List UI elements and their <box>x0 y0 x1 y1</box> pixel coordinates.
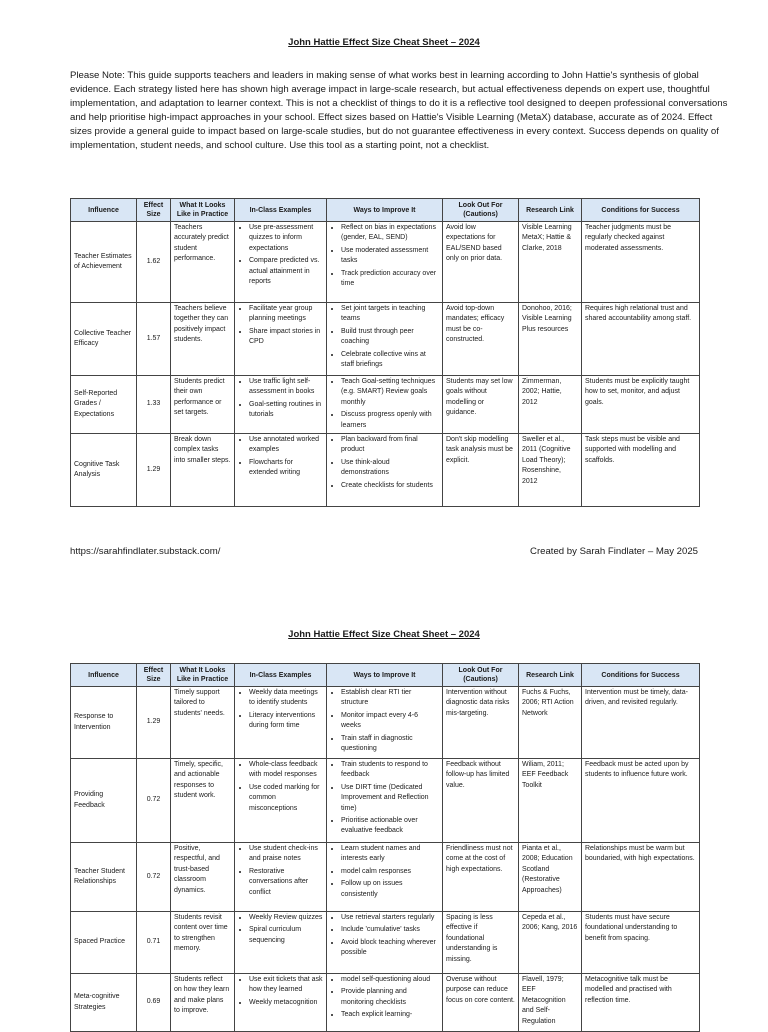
influence-cell <box>71 974 137 1032</box>
table-row <box>71 376 700 434</box>
list-item: • Follow up on issues consistently <box>341 879 439 900</box>
examples-cell <box>235 376 327 434</box>
conditions-cell-text: Students must be explicitly taught how to set, monitor, and adjust goals. <box>585 378 690 406</box>
bullet-list <box>238 435 323 479</box>
influence-cell <box>71 222 137 303</box>
influence-cell <box>71 303 137 376</box>
looks-like-cell <box>171 912 235 974</box>
influence-cell-text: Teacher Estimates of Achievement <box>74 252 132 270</box>
improve-cell <box>327 974 443 1032</box>
bullet-list <box>238 975 323 1008</box>
list-item: • Build trust through peer coaching <box>341 327 439 348</box>
header-research: Research Link <box>519 199 582 222</box>
examples-cell <box>235 843 327 912</box>
effect-size-cell-text: 1.33 <box>146 400 161 408</box>
examples-cell <box>235 912 327 974</box>
looks-like-cell <box>171 687 235 759</box>
list-item: • model calm responses <box>341 867 439 877</box>
list-item: • Use annotated worked examples <box>249 435 323 456</box>
improve-cell <box>327 912 443 974</box>
header-cautions: Look Out For (Cautions) <box>443 199 519 222</box>
influence-cell-text: Providing Feedback <box>74 791 105 809</box>
examples-cell <box>235 434 327 507</box>
cautions-cell <box>443 376 519 434</box>
influence-cell <box>71 434 137 507</box>
cautions-cell-text: Don't skip modelling task analysis must be explicit. <box>446 436 513 464</box>
cautions-cell-text: Feedback without follow-up has limited value. <box>446 761 510 789</box>
looks-like-cell-text: Students reflect on how they learn and make plans to improve. <box>174 976 230 1015</box>
list-item: • Provide planning and monitoring checklists <box>341 987 439 1008</box>
header-conditions: Conditions for Success <box>582 199 700 222</box>
list-item: • model self-questioning aloud <box>341 975 439 985</box>
cautions-cell-text: Overuse without purpose can reduce focus on core content. <box>446 976 515 1004</box>
research-cell <box>519 759 582 843</box>
cheat-sheet-table-2 <box>70 663 700 1032</box>
effect-size-cell <box>137 912 171 974</box>
header-influence: Influence <box>71 664 137 687</box>
looks-like-cell <box>171 222 235 303</box>
cautions-cell-text: Students may set low goals without modelling or guidance. <box>446 378 513 417</box>
research-cell-text: Flavell, 1979; EEF Metacognition and Self-Regulation <box>522 976 566 1025</box>
research-cell-text: Visible Learning MetaX; Hattie & Clarke, 2018 <box>522 224 572 252</box>
bullet-list <box>330 435 439 491</box>
effect-size-cell <box>137 843 171 912</box>
page-2-title: John Hattie Effect Size Cheat Sheet – 2024 <box>288 629 480 640</box>
effect-size-cell <box>137 434 171 507</box>
cautions-cell <box>443 912 519 974</box>
conditions-cell-text: Relationships must be warm but boundaried, with high expectations. <box>585 845 695 863</box>
bullet-list <box>238 688 323 732</box>
effect-size-cell-text: 0.72 <box>146 796 161 804</box>
cautions-cell-text: Spacing is less effective if foundational understanding is missing. <box>446 914 498 963</box>
looks-like-cell <box>171 843 235 912</box>
table-row <box>71 843 700 912</box>
cautions-cell-text: Avoid top-down mandates; efficacy must be co-constructed. <box>446 305 505 344</box>
list-item: • Facilitate year group planning meetings <box>249 304 323 325</box>
influence-cell-text: Cognitive Task Analysis <box>74 460 120 478</box>
footer-url[interactable]: https://sarahfindlater.substack.com/ <box>70 546 221 557</box>
header-research: Research Link <box>519 664 582 687</box>
cautions-cell-text: Intervention without diagnostic data risks mis-targeting. <box>446 689 510 717</box>
improve-cell <box>327 843 443 912</box>
bullet-list <box>330 760 439 837</box>
looks-like-cell-text: Timely support tailored to students' needs. <box>174 689 225 717</box>
header-improve: Ways to Improve It <box>327 664 443 687</box>
list-item: • Prioritise actionable over evaluative feedback <box>341 816 439 837</box>
improve-cell <box>327 759 443 843</box>
header-examples: In-Class Examples <box>235 664 327 687</box>
list-item: • Whole-class feedback with model responses <box>249 760 323 781</box>
effect-size-cell <box>137 376 171 434</box>
influence-cell <box>71 687 137 759</box>
bullet-list <box>330 975 439 1021</box>
effect-size-cell-text: 1.57 <box>146 334 161 342</box>
influence-cell-text: Self-Reported Grades / Expectations <box>74 389 118 418</box>
conditions-cell <box>582 687 700 759</box>
looks-like-cell <box>171 434 235 507</box>
conditions-cell-text: Teacher judgments must be regularly checked against moderated assessments. <box>585 224 671 252</box>
list-item: • Use exit tickets that ask how they learned <box>249 975 323 996</box>
header-row <box>71 664 700 687</box>
conditions-cell <box>582 912 700 974</box>
header-conditions: Conditions for Success <box>582 664 700 687</box>
list-item: • Use retrieval starters regularly <box>341 913 439 923</box>
cautions-cell <box>443 687 519 759</box>
conditions-cell <box>582 974 700 1032</box>
bullet-list <box>238 223 323 287</box>
list-item: • Monitor impact every 4-6 weeks <box>341 711 439 732</box>
cautions-cell <box>443 759 519 843</box>
research-cell-text: Pianta et al., 2008; Education Scotland (Restorative Approaches) <box>522 845 573 894</box>
footer-credit: Created by Sarah Findlater – May 2025 <box>530 546 698 557</box>
research-cell <box>519 303 582 376</box>
list-item: • Establish clear RTI tier structure <box>341 688 439 709</box>
research-cell <box>519 434 582 507</box>
list-item: • Create checklists for students <box>341 481 439 491</box>
bullet-list <box>238 913 323 946</box>
effect-size-cell <box>137 687 171 759</box>
looks-like-cell <box>171 974 235 1032</box>
research-cell <box>519 843 582 912</box>
bullet-list <box>330 913 439 959</box>
influence-cell <box>71 912 137 974</box>
research-cell-text: Cepeda et al., 2006; Kang, 2016 <box>522 914 578 932</box>
examples-cell <box>235 222 327 303</box>
list-item: • Plan backward from final product <box>341 435 439 456</box>
bullet-list <box>330 688 439 754</box>
bullet-list <box>238 760 323 814</box>
effect-size-cell <box>137 759 171 843</box>
looks-like-cell <box>171 303 235 376</box>
list-item: • Train staff in diagnostic questioning <box>341 734 439 755</box>
looks-like-cell <box>171 376 235 434</box>
conditions-cell-text: Metacognitive talk must be modelled and practised with reflection time. <box>585 976 672 1004</box>
research-cell <box>519 974 582 1032</box>
list-item: • Celebrate collective wins at staff briefings <box>341 350 439 371</box>
conditions-cell-text: Task steps must be visible and supported with modelling and scaffolds. <box>585 436 680 464</box>
looks-like-cell <box>171 759 235 843</box>
list-item: • Avoid block teaching wherever possible <box>341 938 439 959</box>
conditions-cell <box>582 376 700 434</box>
header-effect-size: Effect Size <box>137 199 171 222</box>
effect-size-cell-text: 1.29 <box>146 718 161 726</box>
influence-cell <box>71 843 137 912</box>
header-improve: Ways to Improve It <box>327 199 443 222</box>
looks-like-cell-text: Students revisit content over time to strengthen memory. <box>174 914 228 953</box>
table-row <box>71 222 700 303</box>
influence-cell-text: Meta-cognitive Strategies <box>74 993 120 1011</box>
list-item: • Track prediction accuracy over time <box>341 269 439 290</box>
improve-cell <box>327 687 443 759</box>
list-item: • Restorative conversations after conflict <box>249 867 323 898</box>
table-body-1 <box>71 222 700 507</box>
cautions-cell <box>443 974 519 1032</box>
conditions-cell <box>582 303 700 376</box>
conditions-cell <box>582 759 700 843</box>
header-looks-like: What It Looks Like in Practice <box>171 199 235 222</box>
research-cell <box>519 687 582 759</box>
effect-size-cell <box>137 222 171 303</box>
list-item: • Include 'cumulative' tasks <box>341 925 439 935</box>
list-item: • Use coded marking for common misconceptions <box>249 783 323 814</box>
examples-cell <box>235 687 327 759</box>
table-row <box>71 974 700 1032</box>
intro-note: Please Note: This guide supports teachers and leaders in making sense of what works best in learning according to John Hattie's synthesis of global evidence. Each strategy listed here has shown high average impact in large-scale research, but actual effectiveness depends on expert use, thoughtful implementation, and adaptation to learner context. This is not a checklist of things to do it is a reflective tool designed to deepen professional conversations and help prioritise high-impact approaches in your school. Effect sizes based on Hattie's Visible Learning (MetaX) database, accurate as of 2024. Effect sizes provide a general guide to impact based on large-scale studies, but do not guarantee effectiveness in every context. Success depends on quality of implementation, student needs, and school culture. Use this tool as a starting point, not a checklist. <box>70 70 728 151</box>
cautions-cell <box>443 303 519 376</box>
examples-cell <box>235 303 327 376</box>
page-title: John Hattie Effect Size Cheat Sheet – 2024 <box>288 37 480 48</box>
list-item: • Reflect on bias in expectations (gender, EAL, SEND) <box>341 223 439 244</box>
list-item: • Spiral curriculum sequencing <box>249 925 323 946</box>
header-cautions: Look Out For (Cautions) <box>443 664 519 687</box>
research-cell <box>519 376 582 434</box>
research-cell <box>519 912 582 974</box>
list-item: • Compare predicted vs. actual attainment in reports <box>249 256 323 287</box>
header-examples: In-Class Examples <box>235 199 327 222</box>
header-effect-size: Effect Size <box>137 664 171 687</box>
table-body-2 <box>71 687 700 1032</box>
conditions-cell <box>582 434 700 507</box>
improve-cell <box>327 434 443 507</box>
looks-like-cell-text: Teachers accurately predict student performance. <box>174 224 229 263</box>
header-row <box>71 199 700 222</box>
influence-cell-text: Collective Teacher Efficacy <box>74 329 132 347</box>
effect-size-cell <box>137 974 171 1032</box>
list-item: • Literacy interventions during form time <box>249 711 323 732</box>
table-row <box>71 759 700 843</box>
effect-size-cell <box>137 303 171 376</box>
examples-cell <box>235 759 327 843</box>
cautions-cell <box>443 843 519 912</box>
conditions-cell-text: Students must have secure foundational understanding to benefit from spacing. <box>585 914 678 942</box>
header-looks-like: What It Looks Like in Practice <box>171 664 235 687</box>
looks-like-cell-text: Students predict their own performance or set targets. <box>174 378 225 417</box>
looks-like-cell-text: Positive, respectful, and trust-based classroom dynamics. <box>174 845 220 894</box>
list-item: • Train students to respond to feedback <box>341 760 439 781</box>
improve-cell <box>327 376 443 434</box>
influence-cell-text: Response to Intervention <box>74 713 114 731</box>
table-row <box>71 303 700 376</box>
table-row <box>71 687 700 759</box>
conditions-cell <box>582 843 700 912</box>
cheat-sheet-table-1 <box>70 198 700 507</box>
bullet-list <box>238 844 323 898</box>
looks-like-cell-text: Timely, specific, and actionable responses to student work. <box>174 761 224 800</box>
influence-cell-text: Spaced Practice <box>74 938 125 946</box>
bullet-list <box>330 844 439 900</box>
effect-size-cell-text: 1.29 <box>146 465 161 473</box>
bullet-list <box>238 304 323 348</box>
bullet-list <box>330 304 439 370</box>
conditions-cell-text: Feedback must be acted upon by students to influence future work. <box>585 761 689 779</box>
research-cell-text: Donohoo, 2016; Visible Learning Plus resources <box>522 305 572 333</box>
research-cell-text: Zimmerman, 2002; Hattie, 2012 <box>522 378 562 406</box>
table-row <box>71 912 700 974</box>
research-cell <box>519 222 582 303</box>
effect-size-cell-text: 1.62 <box>146 257 161 265</box>
list-item: • Share impact stories in CPD <box>249 327 323 348</box>
bullet-list <box>330 223 439 289</box>
bullet-list <box>330 377 439 431</box>
conditions-cell-text: Intervention must be timely, data-driven, and revisited regularly. <box>585 689 688 707</box>
cautions-cell <box>443 222 519 303</box>
research-cell-text: Wiliam, 2011; EEF Feedback Toolkit <box>522 761 569 789</box>
cautions-cell-text: Friendliness must not come at the cost of high expectations. <box>446 845 513 873</box>
list-item: • Use traffic light self-assessment in books <box>249 377 323 398</box>
research-cell-text: Fuchs & Fuchs, 2006; RTI Action Network <box>522 689 574 717</box>
effect-size-cell-text: 0.71 <box>146 938 161 946</box>
effect-size-cell-text: 0.69 <box>146 998 161 1006</box>
list-item: • Use student check-ins and praise notes <box>249 844 323 865</box>
list-item: • Use think-aloud demonstrations <box>341 458 439 479</box>
list-item: • Goal-setting routines in tutorials <box>249 400 323 421</box>
influence-cell <box>71 376 137 434</box>
list-item: • Use pre-assessment quizzes to inform expectations <box>249 223 323 254</box>
research-cell-text: Sweller et al., 2011 (Cognitive Load Theory); Rosenshine, 2012 <box>522 436 571 485</box>
list-item: • Flowcharts for extended writing <box>249 458 323 479</box>
list-item: • Teach Goal-setting techniques (e.g. SMART) Review goals monthly <box>341 377 439 408</box>
influence-cell-text: Teacher Student Relationships <box>74 867 125 885</box>
list-item: • Learn student names and interests early <box>341 844 439 865</box>
influence-cell <box>71 759 137 843</box>
conditions-cell <box>582 222 700 303</box>
cautions-cell <box>443 434 519 507</box>
conditions-cell-text: Requires high relational trust and shared accountability among staff. <box>585 305 692 323</box>
looks-like-cell-text: Break down complex tasks into smaller steps. <box>174 436 231 464</box>
list-item: • Weekly data meetings to identify students <box>249 688 323 709</box>
improve-cell <box>327 303 443 376</box>
list-item: • Use DIRT time (Dedicated Improvement and Reflection time) <box>341 783 439 814</box>
list-item: • Set joint targets in teaching teams <box>341 304 439 325</box>
looks-like-cell-text: Teachers believe together they can positively impact students. <box>174 305 229 344</box>
list-item: • Weekly Review quizzes <box>249 913 323 923</box>
list-item: • Teach explicit learning- <box>341 1010 439 1020</box>
table-row <box>71 434 700 507</box>
effect-size-cell-text: 0.72 <box>146 872 161 880</box>
list-item: • Use moderated assessment tasks <box>341 246 439 267</box>
list-item: • Discuss progress openly with learners <box>341 410 439 431</box>
bullet-list <box>238 377 323 421</box>
examples-cell <box>235 974 327 1032</box>
cautions-cell-text: Avoid low expectations for EAL/SEND based only on prior data. <box>446 224 503 263</box>
improve-cell <box>327 222 443 303</box>
header-influence: Influence <box>71 199 137 222</box>
list-item: • Weekly metacognition <box>249 998 323 1008</box>
